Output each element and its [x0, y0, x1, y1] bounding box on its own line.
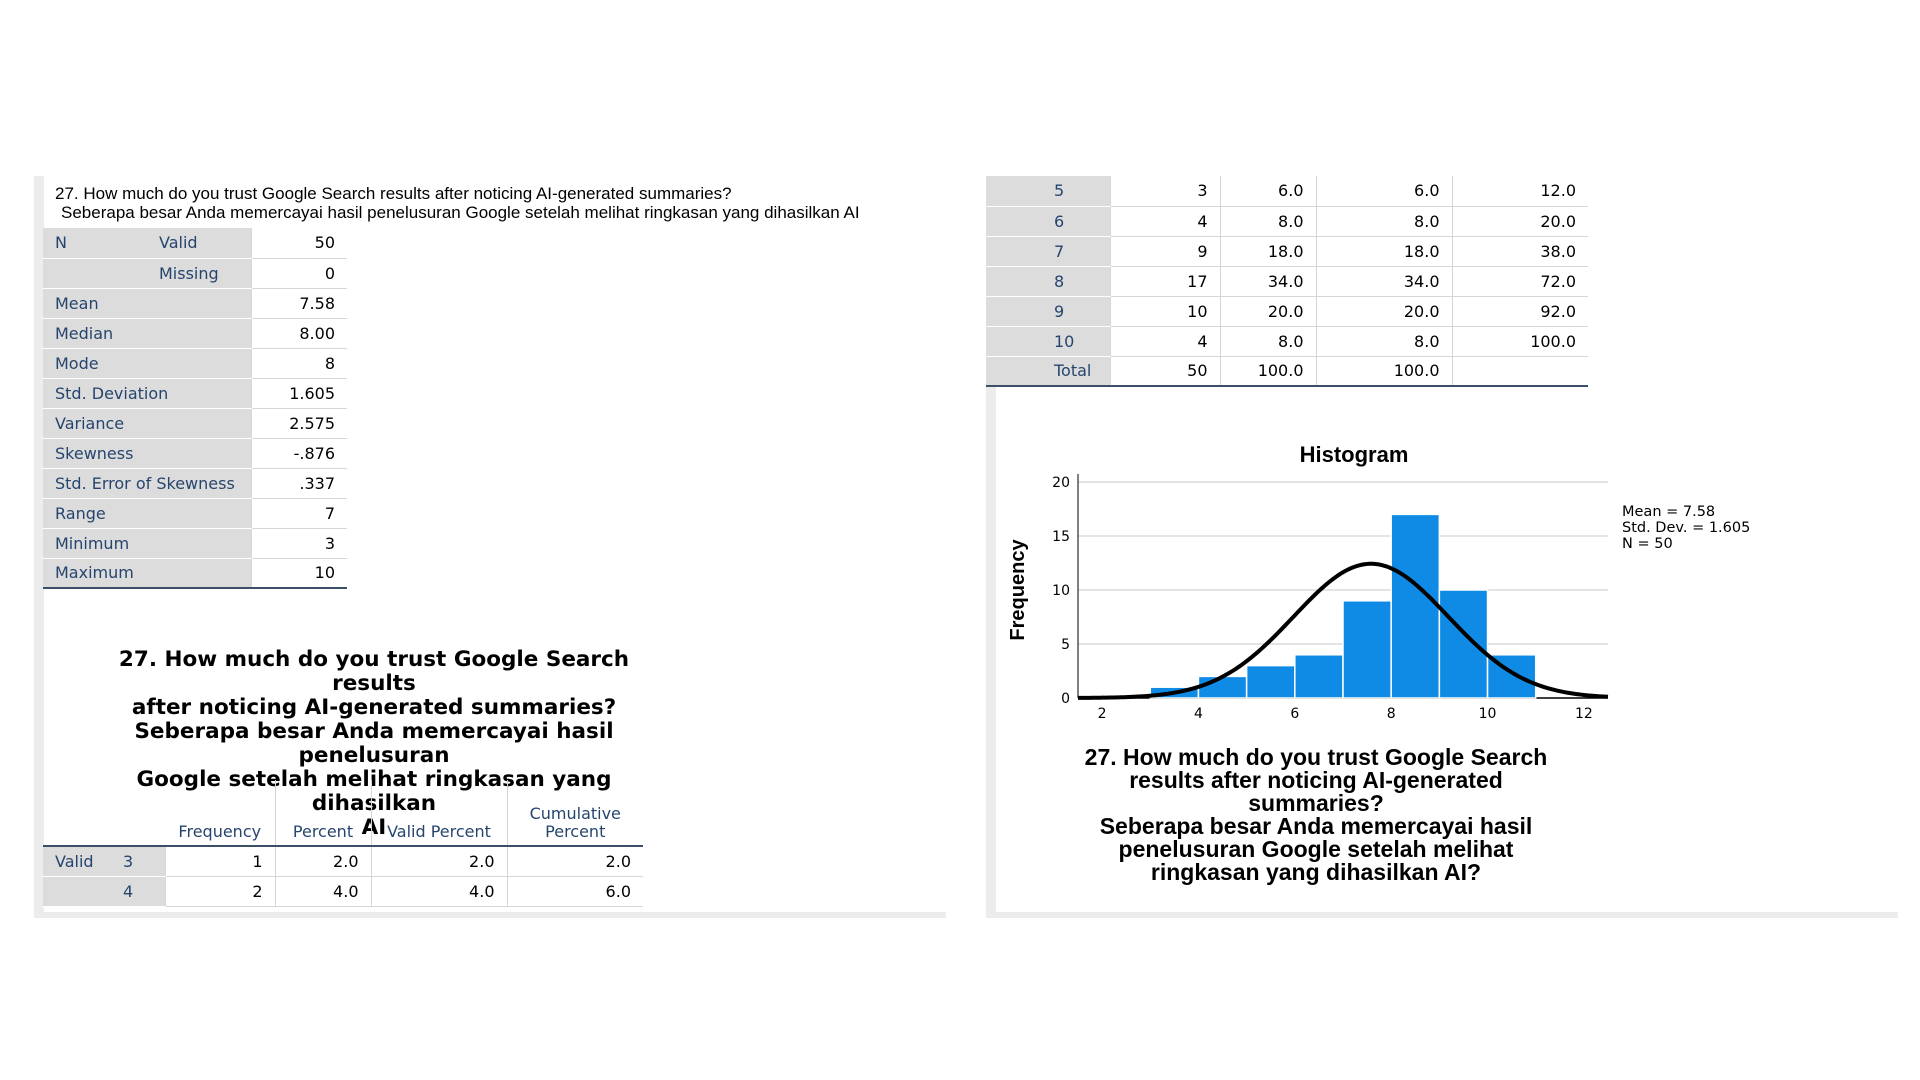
frequency-valid-percent-cell: 4.0 [371, 876, 507, 906]
x-tick-label: 6 [1290, 706, 1300, 722]
frequency-cumulative-cell: 12.0 [1452, 176, 1588, 206]
frequency-frequency-cell: 3 [1110, 176, 1220, 206]
header-cumulative-line2: Percent [545, 822, 606, 841]
frequency-percent-cell: 100.0 [1220, 356, 1316, 386]
y-tick-label: 0 [1061, 691, 1070, 707]
frequency-row [986, 236, 1588, 266]
frequency-title-line: 27. How much do you trust Google Search results [118, 647, 630, 696]
frequency-percent-cell: 8.0 [1220, 326, 1316, 356]
statistics-title-line2: Seberapa besar Anda memercayai hasil penelusuran Google setelah melihat ringkasan yang dihasilkan AI [61, 203, 860, 222]
x-tick-label: 10 [1478, 706, 1497, 722]
frequency-row [986, 326, 1588, 356]
frequency-title-line: Google setelah melihat ringkasan yang dihasilkan [136, 767, 612, 816]
stats-body [43, 288, 347, 588]
stats-value: 2.575 [251, 408, 347, 438]
stats-value: 1.605 [251, 378, 347, 408]
frequency-frequency-cell: 2 [165, 876, 275, 906]
frequency-row [986, 206, 1588, 236]
stats-value: 8 [251, 348, 347, 378]
stats-row [43, 468, 347, 498]
stats-value: 8.00 [251, 318, 347, 348]
x-tick-label: 2 [1097, 706, 1107, 722]
histogram-bar [1198, 676, 1246, 698]
frequency-valid-percent-cell: 100.0 [1316, 356, 1452, 386]
frequency-percent-cell: 2.0 [275, 846, 371, 876]
frequency-row [986, 266, 1588, 296]
frequency-valid-percent-cell: 20.0 [1316, 296, 1452, 326]
frequency-frequency-cell: 9 [1110, 236, 1220, 266]
stats-label: Mean [43, 288, 251, 318]
frequency-row [43, 846, 643, 876]
histogram-bar [1391, 514, 1439, 698]
histogram-stats-box [1622, 504, 1750, 552]
y-tick-label: 20 [1052, 475, 1070, 491]
frequency-value-label: Total [1042, 356, 1110, 386]
x-tick-label: 4 [1193, 706, 1203, 722]
header-spacer [43, 780, 111, 846]
caption-line: summaries? [1248, 790, 1384, 816]
frequency-frequency-cell: 10 [1110, 296, 1220, 326]
histogram-stat-n: N = 50 [1622, 536, 1673, 552]
histogram-bar [1439, 590, 1487, 698]
frequency-group-label [986, 236, 1042, 266]
frequency-value-label: 10 [1042, 326, 1110, 356]
frequency-cumulative-cell: 6.0 [507, 876, 643, 906]
stats-value: .337 [251, 468, 347, 498]
stats-row [43, 348, 347, 378]
frequency-group-label [986, 206, 1042, 236]
stats-row [43, 408, 347, 438]
frequency-cumulative-cell: 92.0 [1452, 296, 1588, 326]
header-valid-percent: Valid Percent [371, 780, 507, 846]
frequency-cumulative-cell: 100.0 [1452, 326, 1588, 356]
stats-label: Maximum [43, 558, 251, 588]
histogram-bar [1295, 655, 1343, 698]
frequency-right-body [986, 176, 1588, 386]
frequency-value-label: 5 [1042, 176, 1110, 206]
stats-value: 7.58 [251, 288, 347, 318]
frequency-valid-percent-cell: 2.0 [371, 846, 507, 876]
frequency-title-line: AI [361, 815, 387, 840]
frequency-row [986, 356, 1588, 386]
stats-missing-label: Missing [147, 258, 251, 288]
frequency-frequency-cell: 17 [1110, 266, 1220, 296]
histogram-caption [1066, 746, 1566, 884]
frequency-frequency-cell: 4 [1110, 206, 1220, 236]
frequency-header-row [43, 780, 643, 846]
histogram-title: Histogram [1299, 442, 1409, 467]
frequency-row [43, 876, 643, 906]
histogram-bar [1343, 601, 1391, 698]
header-cumulative-line1: Cumulative [529, 804, 621, 823]
frequency-value-label: 3 [111, 846, 165, 876]
stats-row-missing [43, 258, 347, 288]
frequency-title-line: Seberapa besar Anda memercayai hasil penelusuran [134, 719, 614, 768]
frequency-group-label [986, 356, 1042, 386]
caption-line: 27. How much do you trust Google Search [1084, 744, 1548, 770]
frequency-percent-cell: 6.0 [1220, 176, 1316, 206]
frequency-cumulative-cell: 72.0 [1452, 266, 1588, 296]
frequency-left-body [43, 846, 643, 906]
frequency-percent-cell: 20.0 [1220, 296, 1316, 326]
caption-line: Seberapa besar Anda memercayai hasil [1099, 813, 1533, 839]
frequency-group-label: Valid [43, 846, 111, 876]
frequency-cumulative-cell: 38.0 [1452, 236, 1588, 266]
stats-row [43, 528, 347, 558]
frequency-value-label: 7 [1042, 236, 1110, 266]
stats-value: 3 [251, 528, 347, 558]
stats-row [43, 378, 347, 408]
frequency-value-label: 4 [111, 876, 165, 906]
stats-label: Std. Error of Skewness [43, 468, 251, 498]
stats-label: Std. Deviation [43, 378, 251, 408]
frequency-row [986, 296, 1588, 326]
stats-label: Minimum [43, 528, 251, 558]
caption-line: penelusuran Google setelah melihat [1118, 836, 1514, 862]
header-percent: Percent [275, 780, 371, 846]
stats-row [43, 288, 347, 318]
frequency-value-label: 8 [1042, 266, 1110, 296]
histogram-stat-sd: Std. Dev. = 1.605 [1622, 520, 1751, 536]
frequency-valid-percent-cell: 8.0 [1316, 206, 1452, 236]
frequency-group-label [986, 326, 1042, 356]
frequency-valid-percent-cell: 34.0 [1316, 266, 1452, 296]
left-panel [34, 176, 946, 918]
frequency-frequency-cell: 4 [1110, 326, 1220, 356]
stats-label: Median [43, 318, 251, 348]
y-axis-label: Frequency [1007, 539, 1029, 641]
frequency-percent-cell: 18.0 [1220, 236, 1316, 266]
header-cumulative-percent [507, 780, 643, 846]
header-spacer [111, 780, 165, 846]
stats-row [43, 498, 347, 528]
caption-line: results after noticing AI-generated [1129, 767, 1503, 793]
frequency-valid-percent-cell: 6.0 [1316, 176, 1452, 206]
frequency-title-line: after noticing AI-generated summaries? [131, 695, 617, 720]
frequency-frequency-cell: 1 [165, 846, 275, 876]
frequency-cumulative-cell: 2.0 [507, 846, 643, 876]
x-tick-label: 12 [1574, 706, 1593, 722]
statistics-table [43, 228, 347, 589]
frequency-value-label: 6 [1042, 206, 1110, 236]
y-tick-label: 5 [1061, 637, 1070, 653]
stats-row [43, 558, 347, 588]
caption-line: ringkasan yang dihasilkan AI? [1150, 859, 1482, 885]
stats-n-label: N [43, 228, 147, 258]
y-tick-label: 10 [1052, 583, 1070, 599]
frequency-percent-cell: 34.0 [1220, 266, 1316, 296]
frequency-valid-percent-cell: 8.0 [1316, 326, 1452, 356]
header-frequency: Frequency [165, 780, 275, 846]
stats-label: Skewness [43, 438, 251, 468]
frequency-cumulative-cell: 20.0 [1452, 206, 1588, 236]
frequency-group-label [986, 296, 1042, 326]
stats-value: 7 [251, 498, 347, 528]
stats-missing-value: 0 [251, 258, 347, 288]
stats-label: Range [43, 498, 251, 528]
stats-label: Mode [43, 348, 251, 378]
stats-valid-value: 50 [251, 228, 347, 258]
stats-value: 10 [251, 558, 347, 588]
right-panel [986, 176, 1898, 918]
stats-row [43, 438, 347, 468]
panel-shade-bottom [34, 912, 946, 918]
stats-row [43, 318, 347, 348]
frequency-group-label [986, 176, 1042, 206]
frequency-percent-cell: 8.0 [1220, 206, 1316, 236]
frequency-row [986, 176, 1588, 206]
frequency-group-label [986, 266, 1042, 296]
frequency-table-top [43, 780, 643, 907]
statistics-title-line1: 27. How much do you trust Google Search results after noticing AI-generated summaries? [55, 184, 732, 203]
stats-label: Variance [43, 408, 251, 438]
frequency-cumulative-cell [1452, 356, 1588, 386]
stats-row-valid [43, 228, 347, 258]
frequency-table-continued [986, 176, 1588, 387]
stats-value: -.876 [251, 438, 347, 468]
frequency-group-label [43, 876, 111, 906]
frequency-frequency-cell: 50 [1110, 356, 1220, 386]
frequency-value-label: 9 [1042, 296, 1110, 326]
stats-valid-label: Valid [147, 228, 251, 258]
y-tick-label: 15 [1052, 529, 1070, 545]
stats-n-spacer [43, 258, 147, 288]
x-tick-label: 8 [1386, 706, 1396, 722]
histogram-bar [1247, 666, 1295, 698]
histogram-stat-mean: Mean = 7.58 [1622, 504, 1716, 520]
frequency-valid-percent-cell: 18.0 [1316, 236, 1452, 266]
frequency-percent-cell: 4.0 [275, 876, 371, 906]
